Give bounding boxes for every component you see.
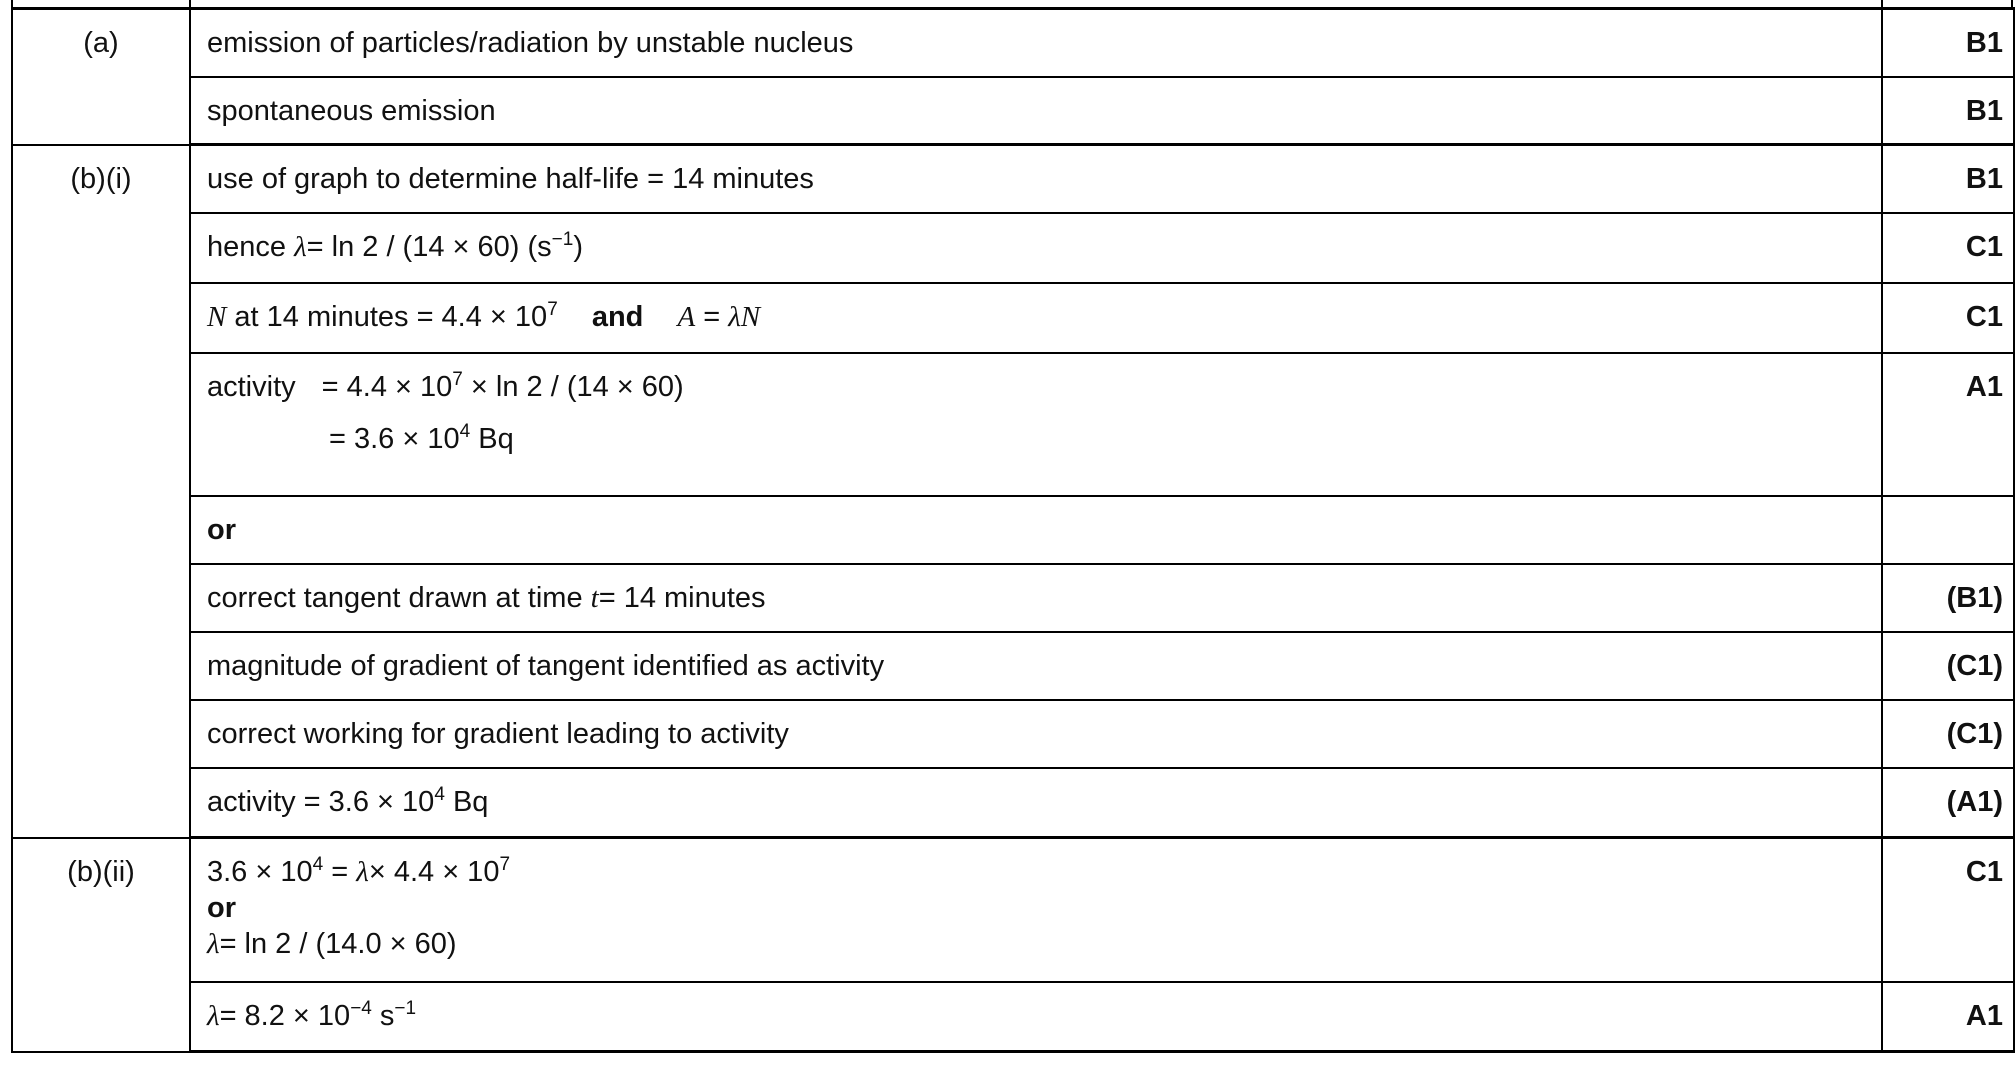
answer-text: correct working for gradient leading to activity (190, 700, 1882, 768)
mark: B1 (1882, 77, 2014, 145)
exponent: −1 (551, 228, 574, 250)
answer-text (190, 213, 1882, 283)
table-row (12, 9, 2014, 77)
mark: A1 (1882, 982, 2014, 1052)
text: Bq (478, 422, 514, 455)
question-number: (b)(i) (12, 145, 190, 838)
answer-text (190, 838, 1882, 982)
answer-text: emission of particles/radiation by unstable nucleus (190, 9, 1882, 77)
text: = 14 minutes (598, 581, 766, 614)
answer-text (190, 982, 1882, 1052)
answer-text (190, 768, 1882, 838)
text: s (379, 999, 395, 1032)
mark: (A1) (1882, 768, 2014, 838)
text: × ln 2 / (14 × 60) (470, 370, 684, 403)
or-keyword: or (207, 892, 236, 924)
mark: A1 (1882, 353, 2014, 496)
table-row (12, 213, 2014, 283)
or-keyword: or (190, 496, 1882, 564)
and-keyword: and (591, 300, 644, 333)
formula-line (207, 926, 1867, 962)
text: = 4.4 × 10 (321, 370, 453, 403)
answer-text: spontaneous emission (190, 77, 1882, 145)
answer-text (190, 353, 1882, 496)
mark: C1 (1882, 838, 2014, 982)
mark: (B1) (1882, 564, 2014, 632)
answer-text (190, 283, 1882, 353)
text: = ln 2 / (14 × 60) (s (306, 230, 552, 263)
mark: B1 (1882, 145, 2014, 213)
mark: B1 (1882, 9, 2014, 77)
table-row (12, 700, 2014, 768)
text: hence (207, 230, 287, 263)
mark: (C1) (1882, 700, 2014, 768)
exponent: −4 (350, 997, 372, 1019)
text: = (331, 856, 349, 888)
text: × 4.4 × 10 (368, 856, 500, 888)
table-row (12, 145, 2014, 213)
lambda-symbol: λ (207, 928, 220, 960)
exponent: 7 (499, 854, 511, 875)
n-symbol: N (207, 300, 227, 333)
label: activity (207, 370, 296, 403)
table-top-frame (11, 0, 2013, 7)
text: correct tangent drawn at time (207, 581, 583, 614)
exponent: 7 (452, 368, 463, 390)
table-row (12, 768, 2014, 838)
exponent: 7 (547, 298, 558, 320)
text: Bq (452, 785, 489, 818)
exponent: −1 (394, 997, 417, 1019)
exponent: 4 (459, 420, 471, 442)
table-row (12, 77, 2014, 145)
text: = 8.2 × 10 (219, 999, 351, 1032)
question-number: (b)(ii) (12, 838, 190, 1052)
formula-line (207, 854, 1867, 890)
answer-text: use of graph to determine half-life = 14 minutes (190, 145, 1882, 213)
lambda-symbol: λ (207, 999, 220, 1032)
table-row (12, 982, 2014, 1052)
table-row (12, 353, 2014, 496)
lambda-symbol: λ (294, 230, 307, 263)
text: = (703, 300, 721, 333)
mark: C1 (1882, 213, 2014, 283)
text: = ln 2 / (14.0 × 60) (219, 928, 457, 960)
table-row (12, 632, 2014, 700)
table-row (12, 283, 2014, 353)
lambda-symbol: λ (356, 856, 369, 888)
answer-text (190, 564, 1882, 632)
a-symbol: A (677, 300, 696, 333)
mark-scheme-table (11, 7, 2015, 1053)
table-row (12, 838, 2014, 982)
text: 3.6 × 10 (207, 856, 313, 888)
text: at 14 minutes = 4.4 × 10 (234, 300, 548, 333)
text: ) (573, 230, 583, 263)
question-number: (a) (12, 9, 190, 145)
answer-text: magnitude of gradient of tangent identified as activity (190, 632, 1882, 700)
mark: (C1) (1882, 632, 2014, 700)
text: activity = 3.6 × 10 (207, 785, 435, 818)
t-symbol: t (590, 581, 599, 614)
exponent: 4 (312, 854, 324, 875)
table-row (12, 564, 2014, 632)
exponent: 4 (434, 783, 445, 805)
mark: C1 (1882, 283, 2014, 353)
table-row (12, 496, 2014, 564)
mark (1882, 496, 2014, 564)
text: = 3.6 × 10 (329, 422, 460, 455)
lambda-n-symbol: λN (728, 300, 761, 333)
